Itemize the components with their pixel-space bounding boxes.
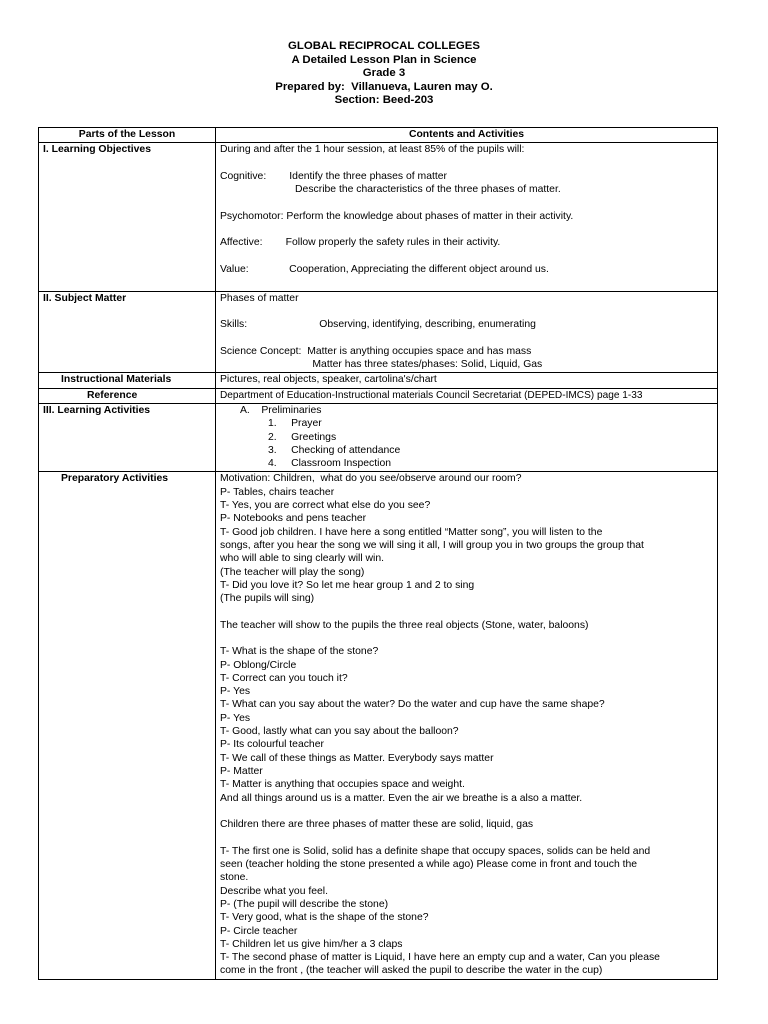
dialogue-line: (The teacher will play the song) — [220, 566, 365, 578]
preliminaries-list — [220, 417, 713, 470]
objectives-content — [216, 143, 718, 291]
list-item: 4. Classroom Inspection — [268, 458, 392, 470]
objective-psychomotor: Psychomotor: Perform the knowledge about phases of matter in their activity. — [220, 210, 574, 222]
document-title: A Detailed Lesson Plan in Science — [291, 53, 477, 66]
part-label: III. Learning Activities — [39, 403, 216, 471]
table-row-objectives — [39, 143, 718, 291]
dialogue-line: T- Did you love it? So let me hear group 1 and 2 to sing — [220, 579, 475, 591]
dialogue-line: T- Good job children. I have here a song entitled “Matter song”, you will listen to the — [220, 526, 603, 538]
table-row-preparatory — [39, 472, 718, 979]
reference-value: Department of Education-Instructional materials Council Secretariat (DEPED-IMCS) page 1-33 — [216, 388, 718, 403]
part-label: II. Subject Matter — [39, 291, 216, 373]
table-row-reference — [39, 388, 718, 403]
objective-cognitive-1: Cognitive: Identify the three phases of matter — [220, 170, 447, 182]
dialogue-line: P- Tables, chairs teacher — [220, 486, 335, 498]
dialogue-line: P- Circle teacher — [220, 925, 298, 937]
subject-skills: Skills: Observing, identifying, describing, enumerating — [220, 319, 536, 331]
preparatory-content — [216, 472, 718, 979]
dialogue-line: P- Oblong/Circle — [220, 659, 297, 671]
activities-content — [216, 403, 718, 471]
dialogue-line: T- We call of these things as Matter. Everybody says matter — [220, 752, 494, 764]
science-concept-2: Matter has three states/phases: Solid, Liquid, Gas — [220, 359, 543, 371]
objective-affective: Affective: Follow properly the safety rules in their activity. — [220, 237, 501, 249]
document-header — [0, 0, 768, 108]
dialogue-line: T- What can you say about the water? Do the water and cup have the same shape? — [220, 699, 605, 711]
subject-content — [216, 291, 718, 373]
part-label: Preparatory Activities — [39, 472, 216, 979]
grade-level: Grade 3 — [362, 67, 406, 80]
dialogue-line: P- Yes — [220, 712, 251, 724]
table-header-row — [39, 128, 718, 143]
dialogue-line: The teacher will show to the pupils the three real objects (Stone, water, baloons) — [220, 619, 589, 631]
dialogue-line: T- What is the shape of the stone? — [220, 646, 379, 658]
list-item: 3. Checking of attendance — [268, 444, 401, 456]
subject-topic: Phases of matter — [220, 292, 299, 304]
list-item: 1. Prayer — [268, 418, 322, 430]
dialogue-line: T- Yes, you are correct what else do you see? — [220, 500, 431, 512]
dialogue-line: stone. — [220, 872, 249, 884]
dialogue-line: And all things around us is a matter. Even the air we breathe is a also a matter. — [220, 792, 583, 804]
section: Section: Beed-203 — [334, 94, 434, 107]
dialogue-line: P- Matter — [220, 765, 263, 777]
dialogue-line: T- Correct can you touch it? — [220, 672, 348, 684]
materials-value: Pictures, real objects, speaker, cartolina's/chart — [216, 373, 718, 388]
table-row-materials — [39, 373, 718, 388]
table-row-subject-matter — [39, 291, 718, 373]
part-label: I. Learning Objectives — [39, 143, 216, 291]
table-row-learning-activities — [39, 403, 718, 471]
objective-value: Value: Cooperation, Appreciating the different object around us. — [220, 263, 549, 275]
dialogue-line: T- Very good, what is the shape of the stone? — [220, 912, 429, 924]
dialogue-line: come in the front , (the teacher will asked the pupil to describe the water in the cup) — [220, 965, 603, 977]
list-item: 2. Greetings — [268, 431, 337, 443]
objectives-intro: During and after the 1 hour session, at least 85% of the pupils will: — [220, 144, 525, 156]
part-label: Instructional Materials — [39, 373, 216, 388]
dialogue-line: T- The second phase of matter is Liquid, I have here an empty cup and a water, Can you please — [220, 952, 660, 964]
dialogue-line: P- Notebooks and pens teacher — [220, 513, 367, 525]
objective-cognitive-2: Describe the characteristics of the three phases of matter. — [220, 184, 561, 196]
dialogue-line: who will able to sing clearly will win. — [220, 553, 385, 565]
prepared-by: Prepared by: Villanueva, Lauren may O. — [275, 80, 493, 93]
lesson-plan-table — [38, 127, 718, 980]
dialogue-line: Motivation: Children, what do you see/observe around our room? — [220, 473, 522, 485]
dialogue-line: T- Good, lastly what can you say about the balloon? — [220, 726, 459, 738]
dialogue-line: T- Matter is anything that occupies space and weight. — [220, 779, 465, 791]
dialogue-line: Describe what you feel. — [220, 885, 329, 897]
dialogue-line: P- Yes — [220, 686, 251, 698]
college-name: GLOBAL RECIPROCAL COLLEGES — [288, 40, 480, 52]
dialogue-line: songs, after you hear the song we will sing it all, I will group you in two groups the group that — [220, 539, 644, 551]
dialogue-line: (The pupils will sing) — [220, 593, 315, 605]
dialogue-line: seen (teacher holding the stone presented a while ago) Please come in front and touch the — [220, 859, 638, 871]
dialogue-line: P- (The pupil will describe the stone) — [220, 898, 389, 910]
column-header-contents: Contents and Activities — [216, 128, 718, 143]
dialogue-line: P- Its colourful teacher — [220, 739, 324, 751]
column-header-parts: Parts of the Lesson — [39, 128, 216, 143]
part-label: Reference — [39, 388, 216, 403]
dialogue-line: Children there are three phases of matter these are solid, liquid, gas — [220, 819, 534, 831]
science-concept-1: Science Concept: Matter is anything occupies space and has mass — [220, 345, 532, 357]
dialogue-line: T- Children let us give him/her a 3 claps — [220, 938, 403, 950]
dialogue-line: T- The first one is Solid, solid has a definite shape that occupy spaces, solids can be held and — [220, 845, 651, 857]
preliminaries-heading: A. Preliminaries — [240, 404, 322, 416]
